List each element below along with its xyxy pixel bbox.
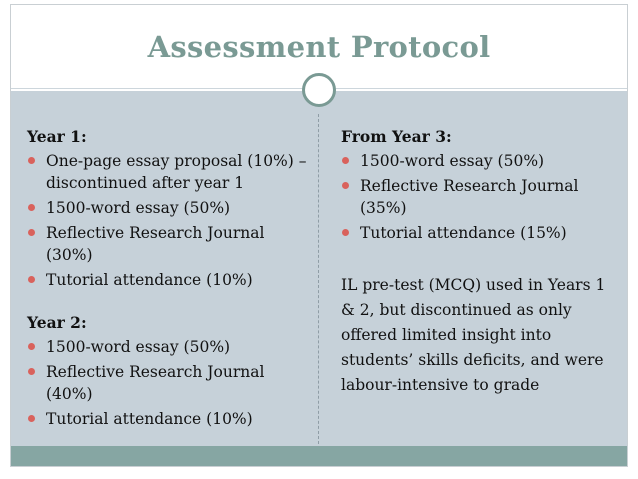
left-column [27,126,312,433]
bullet-icon [342,157,349,164]
spacer [27,294,312,312]
footer-band [11,446,627,466]
bullet-icon [28,415,35,422]
list-item-text: Tutorial attendance (10%) [46,271,253,289]
circle-ornament-icon [302,73,336,107]
list-item [27,150,312,194]
bullet-icon [28,343,35,350]
right-column [341,126,621,398]
list-item [27,222,312,266]
bullet-icon [28,157,35,164]
list-item [341,222,621,244]
list-item-text: 1500-word essay (50%) [46,199,231,217]
year3-heading: From Year 3: [341,127,452,146]
list-item-text: Reflective Research Journal (35%) [360,177,579,217]
list-item [341,175,621,219]
bullet-icon [342,182,349,189]
year2-list [27,336,312,430]
list-item [27,408,312,430]
list-item [27,336,312,358]
bullet-icon [28,276,35,283]
bullet-icon [28,368,35,375]
bullet-icon [342,229,349,236]
list-item-text: Reflective Research Journal (40%) [46,363,265,403]
bullet-icon [28,229,35,236]
list-item-text: Reflective Research Journal (30%) [46,224,265,264]
list-item-text: 1500-word essay (50%) [360,152,545,170]
list-item-text: One-page essay proposal (10%) – discontinued after year 1 [46,152,307,192]
column-divider [318,114,319,444]
year2-heading: Year 2: [27,313,87,332]
list-item [27,197,312,219]
year3-list [341,150,621,244]
list-item-text: Tutorial attendance (15%) [360,224,567,242]
year1-heading: Year 1: [27,127,87,146]
list-item [341,150,621,172]
il-pretest-note: IL pre-test (MCQ) used in Years 1 & 2, but discontinued as only offered limited insight into students’ skills deficits, and were labour-intensive to grade [341,276,606,394]
list-item-text: 1500-word essay (50%) [46,338,231,356]
list-item [27,269,312,291]
bullet-icon [28,204,35,211]
year1-list [27,150,312,291]
slide-title: Assessment Protocol [147,30,491,64]
list-item-text: Tutorial attendance (10%) [46,410,253,428]
list-item [27,361,312,405]
